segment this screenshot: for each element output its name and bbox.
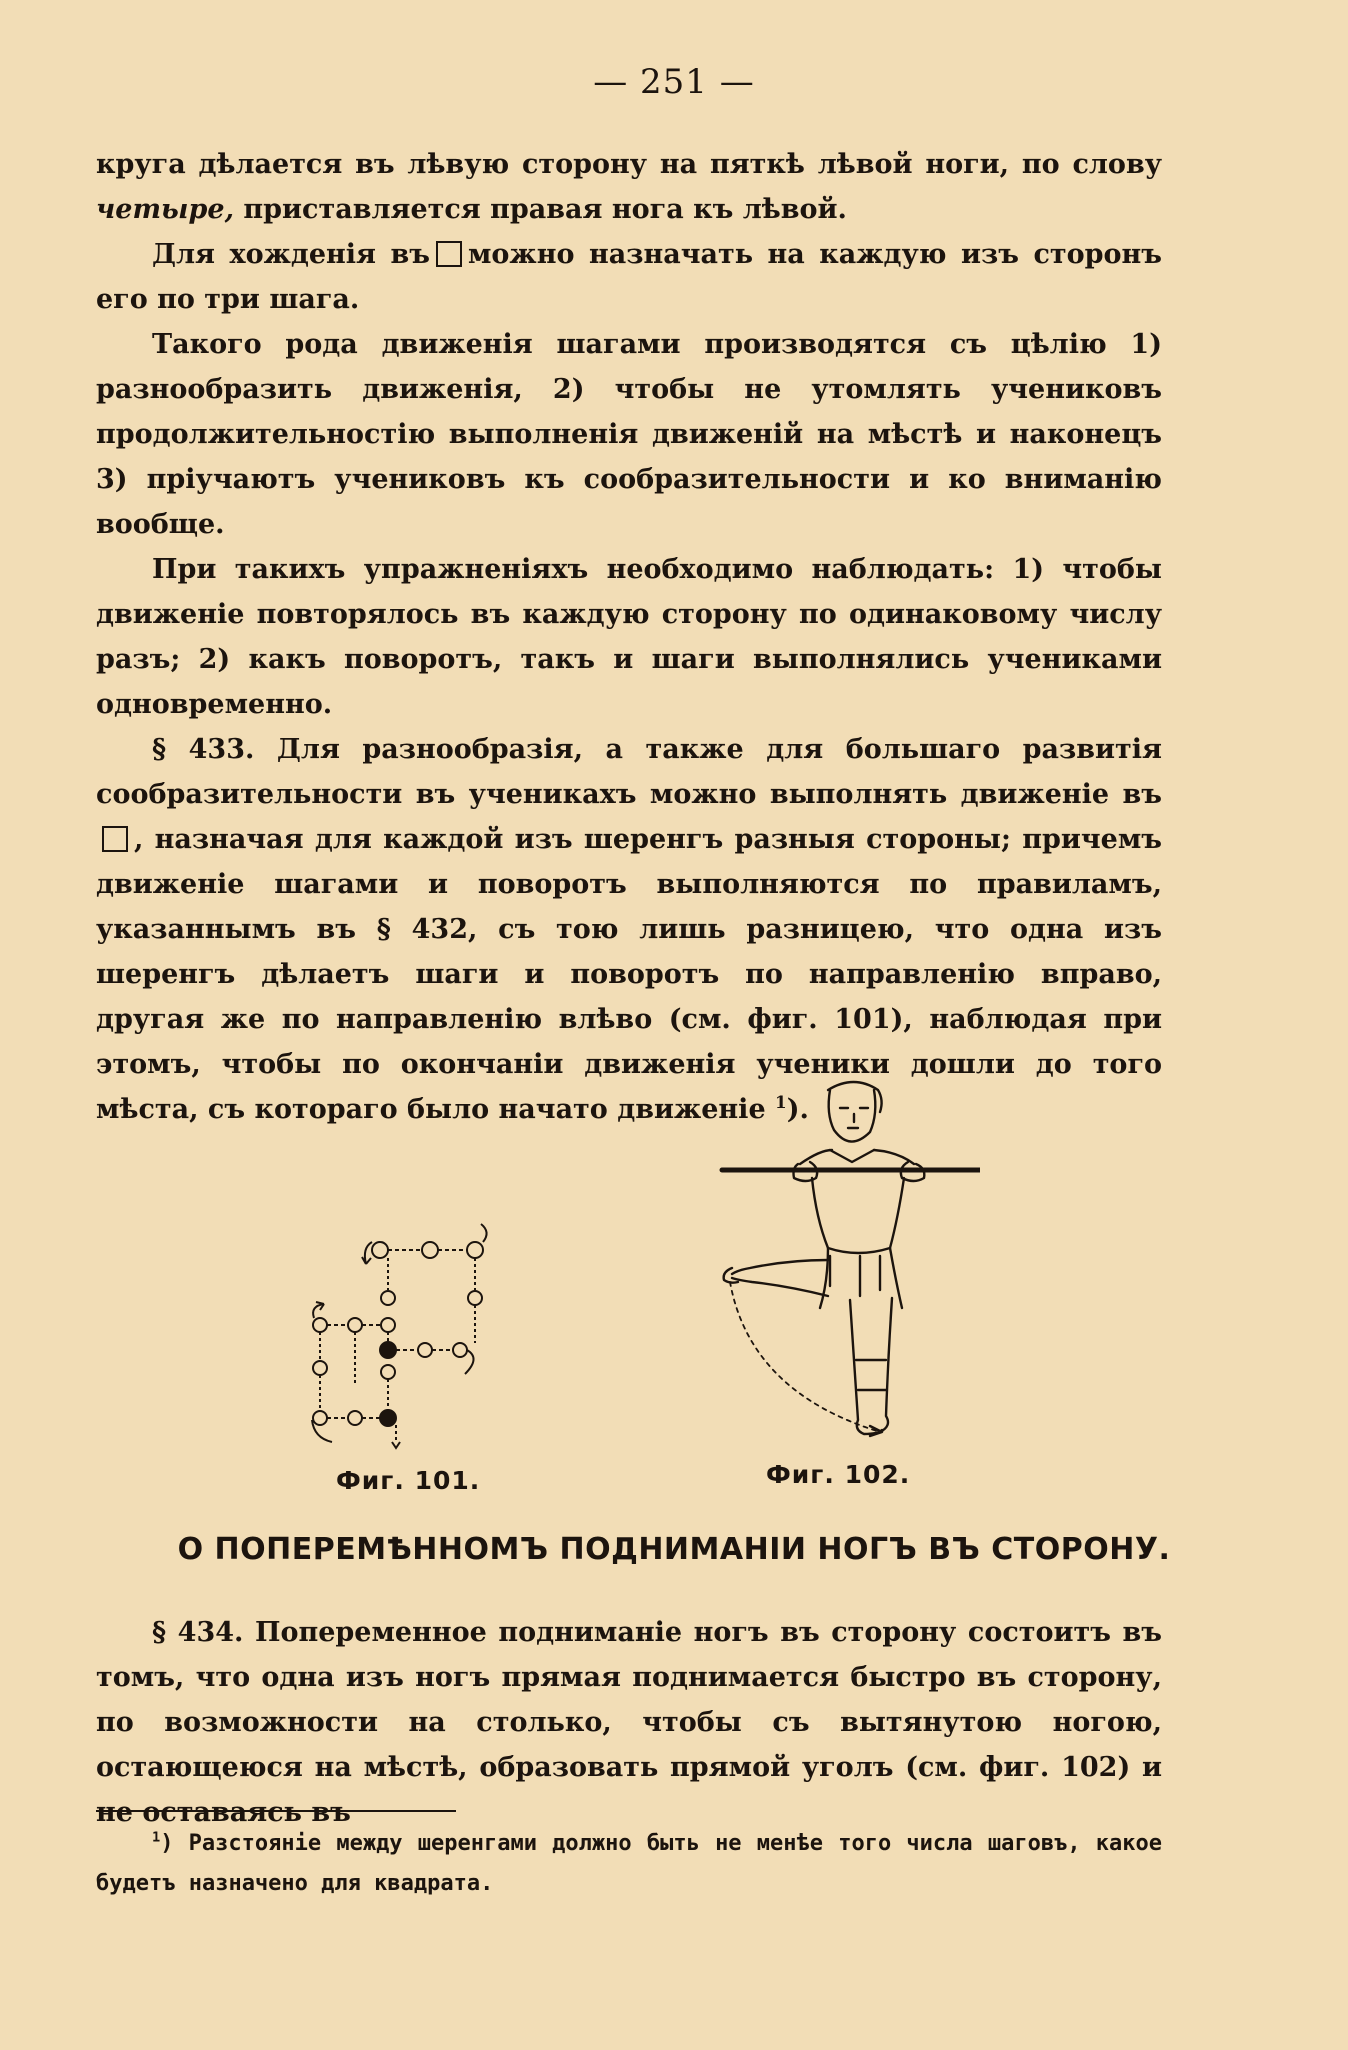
- paragraph-1: [96, 142, 1162, 232]
- square-symbol-icon: [436, 241, 462, 267]
- p1-text-b: приставляется правая нога къ лѣвой.: [233, 194, 847, 225]
- paragraph-3: Такого рода движенія шагами производятся съ цѣлію 1) разнообразить движенія, 2) чтобы не утомлять учениковъ продолжительностію выполненія движеній на мѣстѣ и наконецъ 3) пріучаютъ учениковъ къ сообразительности и ко вниманію вообще.: [96, 329, 1162, 540]
- figure-101-formation-diagram: [280, 1220, 540, 1450]
- body-text-top: [96, 142, 1162, 1132]
- footnote: [96, 1824, 1162, 1904]
- footnote-mark: 1: [152, 1829, 161, 1846]
- figure-101-caption: Фиг. 101.: [336, 1466, 481, 1495]
- paragraph-434: § 434. Попеременное подниманіе ногъ въ сторону состоитъ въ томъ, что одна изъ ногъ прямая поднимается быстро въ сторону, по возможности на столько, чтобы съ вытянутою ногою, остающеюся на мѣстѣ, образовать прямой уголъ (см. фиг. 102) и не оставаясь въ: [96, 1617, 1162, 1828]
- p1-italic: четыре,: [96, 194, 234, 225]
- p5-text-a: § 433. Для разнообразія, а также для большаго развитія сообразительности въ ученикахъ можно выполнять движеніе въ: [96, 734, 1162, 810]
- figure-102-caption: Фиг. 102.: [766, 1460, 911, 1489]
- p5-text-b: , назначая для каждой изъ шеренгъ разныя стороны; причемъ движеніе шагами и поворотъ выполняются по правиламъ, указаннымъ въ § 432, съ тою лишь разницею, что одна изъ шеренгъ дѣлаетъ шаги и поворотъ по направленію вправо, другая же по направленію влѣво (см. фиг. 101), наблюдая при этомъ, чтобы по окончаніи движенія ученики дошли до того мѣста, съ котораго было начато движеніе: [96, 824, 1162, 1125]
- p1-text-a: круга дѣлается въ лѣвую сторону на пяткѣ лѣвой ноги, по слову: [96, 149, 1162, 180]
- figures-area: [0, 1040, 1348, 1500]
- footnote-text: ) Разстояніе между шеренгами должно быть не менѣе того числа шаговъ, какое будетъ назначено для квадрата.: [96, 1831, 1162, 1896]
- page-number: — 251 —: [593, 62, 755, 102]
- footnote-divider: [96, 1810, 456, 1812]
- p2-text-b: можно назначать на каждую изъ сторонъ его по три шага.: [96, 239, 1162, 315]
- body-text-section: [96, 1610, 1162, 1835]
- section-heading: О ПОПЕРЕМѢННОМЪ ПОДНИМАНІИ НОГЪ ВЪ СТОРОНУ.: [177, 1532, 1171, 1567]
- paragraph-4: При такихъ упражненіяхъ необходимо наблюдать: 1) чтобы движеніе повторялось въ каждую сторону по одинаковому числу разъ; 2) какъ поворотъ, такъ и шаги выполнялись учениками одновременно.: [96, 554, 1162, 720]
- p5-end: ).: [786, 1094, 809, 1125]
- footnote-ref: 1: [775, 1092, 787, 1112]
- paragraph-2: [96, 232, 1162, 322]
- figure-102-gymnast-illustration: [680, 1060, 980, 1450]
- p2-text-a: Для хожденія въ: [152, 239, 430, 270]
- footnote-text-line: [96, 1824, 1162, 1904]
- square-symbol-icon: [102, 826, 128, 852]
